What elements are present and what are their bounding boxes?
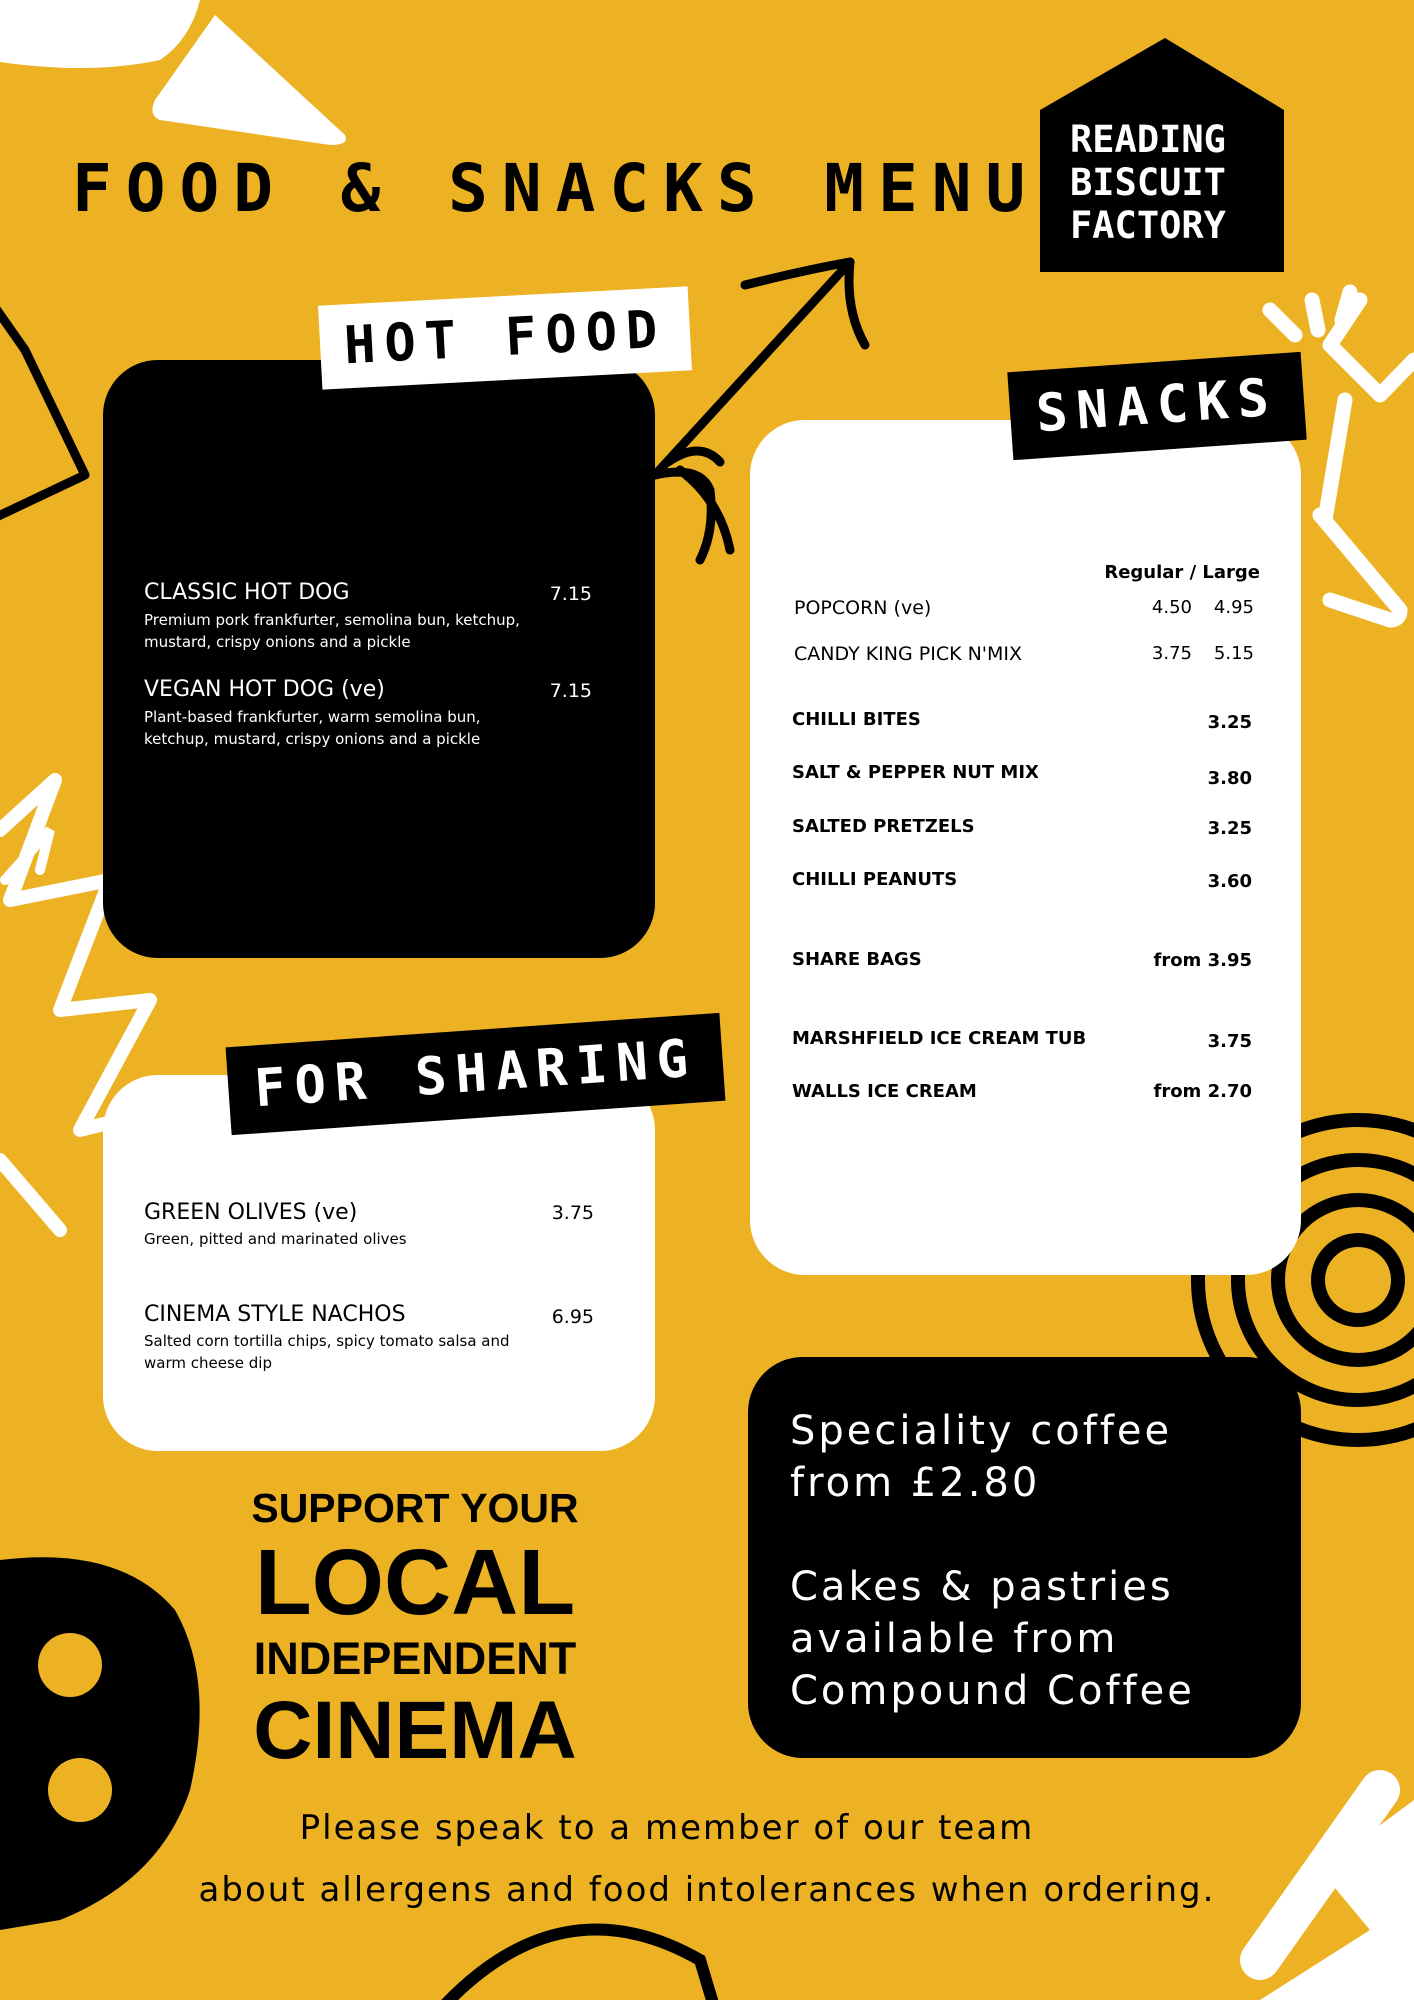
snack-item-name: CANDY KING PICK N'MIX [794,643,1023,665]
sharing-heading: FOR SHARING [226,1013,726,1135]
arc-doodle-icon [440,1930,715,2000]
snack-item-name: WALLS ICE CREAM [792,1081,977,1102]
snack-item-price: 3.80 [1207,768,1252,789]
triangle-outline-doodle-icon [0,300,85,520]
cakes-line: Cakes & pastries [790,1564,1174,1610]
snacks-heading: SNACKS [1007,352,1306,460]
hot-food-item-name: VEGAN HOT DOG (ve) [144,677,385,702]
snack-item-name: POPCORN (ve) [794,597,932,619]
hot-food-item-description: Premium pork frankfurter, semolina bun, ketchup, mustard, crispy onions and a pickle [144,611,520,651]
page-title: FOOD & SNACKS MENU [72,150,1040,227]
logo-line: READING [1070,118,1226,161]
white-blob-top-left [0,0,200,68]
snack-large-price: 5.15 [1213,643,1254,664]
hot-food-item-price: 7.15 [549,680,592,702]
snack-item-price: from 3.95 [1153,950,1252,971]
snack-item-name: CHILLI BITES [792,709,921,730]
sharing-item-description: Green, pitted and marinated olives [144,1230,407,1248]
coffee-line: Speciality coffee [790,1408,1173,1454]
allergen-notice-line-2: about allergens and food intolerances when ordering. [198,1870,1216,1910]
cakes-line: Compound Coffee [790,1668,1195,1714]
coffee-line: from £2.80 [790,1460,1041,1506]
hot-food-item-name: CLASSIC HOT DOG [144,580,350,605]
hot-food-panel [103,360,655,958]
snack-item-price: 3.75 [1207,1031,1252,1052]
snack-large-price: 4.95 [1213,597,1254,618]
snack-item-price: 3.25 [1207,818,1252,839]
support-line-3: INDEPENDENT [253,1633,577,1684]
logo [1070,118,1270,247]
snacks-panel [750,420,1301,1275]
snack-item-name: SALTED PRETZELS [792,816,975,837]
snack-item-name: SALT & PEPPER NUT MIX [792,762,1039,783]
sharing-item-price: 6.95 [551,1306,594,1328]
cakes-line: available from [790,1616,1119,1662]
hot-food-item-description: Plant-based frankfurter, warm semolina bun, ketchup, mustard, crispy onions and a pickle [144,708,481,748]
hot-food-item-price: 7.15 [549,583,592,605]
snack-item-name: CHILLI PEANUTS [792,869,958,890]
support-line-4: CINEMA [253,1685,577,1776]
support-line-2: LOCAL [254,1530,576,1634]
snack-item-price: 3.60 [1207,871,1252,892]
logo-line: FACTORY [1070,204,1226,247]
allergen-notice-line-1: Please speak to a member of our team [299,1808,1035,1848]
logo-line: BISCUIT [1070,161,1226,204]
snack-item-price: 3.25 [1207,712,1252,733]
sharing-item-name: GREEN OLIVES (ve) [144,1200,358,1225]
hot-food-heading: HOT FOOD [318,286,692,389]
support-line-1: SUPPORT YOUR [251,1485,579,1531]
sharing-item-description: Salted corn tortilla chips, spicy tomato salsa and warm cheese dip [144,1332,510,1372]
snack-regular-price: 3.75 [1151,643,1192,664]
snacks-size-header: Regular / Large [1104,562,1260,583]
sharing-item-name: CINEMA STYLE NACHOS [144,1302,406,1327]
snack-item-name: SHARE BAGS [792,949,922,970]
sharing-panel [103,1075,655,1451]
snack-regular-price: 4.50 [1151,597,1192,618]
snack-item-price: from 2.70 [1153,1081,1252,1102]
snack-item-name: MARSHFIELD ICE CREAM TUB [792,1028,1087,1049]
sharing-item-price: 3.75 [551,1202,594,1224]
